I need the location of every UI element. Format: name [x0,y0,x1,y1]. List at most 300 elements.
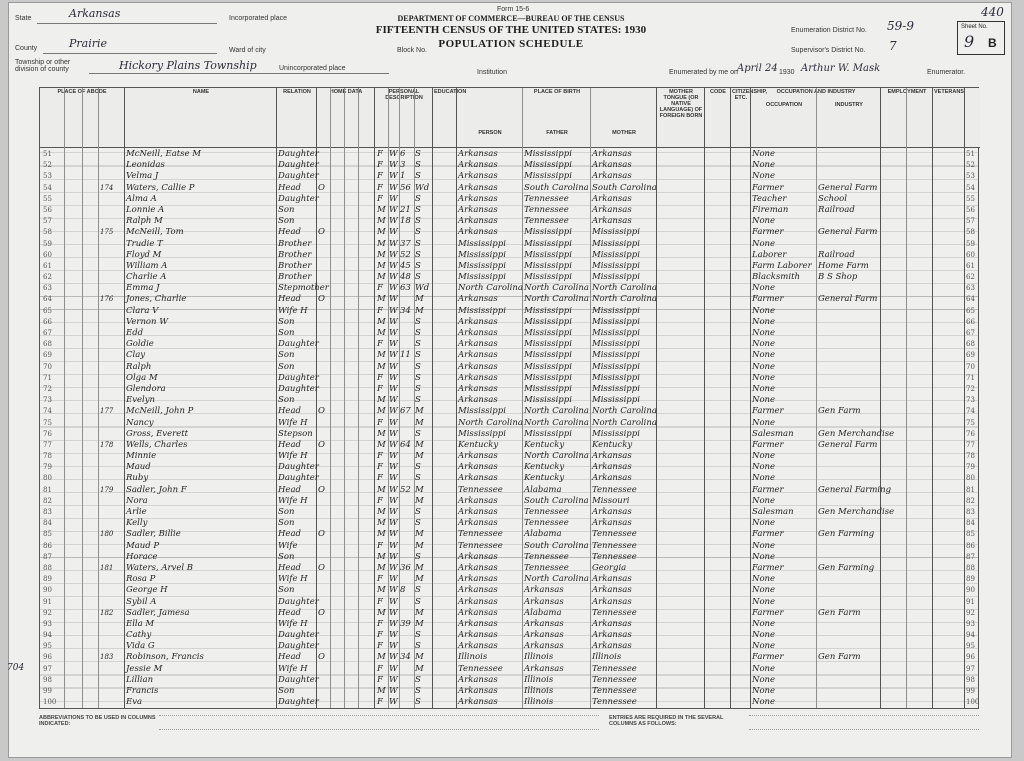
row-name: Sadler, John F [126,484,187,495]
row-relation: Daughter [278,697,319,708]
table-row [40,317,980,328]
row-birthplace-person: Arkansas [458,160,498,171]
row-birthplace-person: Mississippi [458,238,506,249]
row-relation: Stepson [278,428,313,439]
row-marital-status: S [415,350,421,361]
row-line-number-right: 97 [966,664,975,673]
row-name: Sybil A [126,596,157,607]
enumerator-label: Enumerator. [927,69,966,76]
row-race: W [389,395,398,406]
row-birthplace-father: Alabama [524,484,562,495]
row-sex: F [377,663,383,674]
row-occupation: None [752,574,776,585]
row-birthplace-father: Tennessee [524,193,569,204]
row-birthplace-mother: Tennessee [592,484,637,495]
row-line-number-right: 53 [966,172,975,181]
col-occupation: OCCUPATION [765,102,803,108]
row-age: 34 [400,305,411,316]
table-row [40,451,980,462]
row-race: W [389,193,398,204]
row-marital-status: S [415,507,421,517]
table-row [40,373,980,384]
row-relation: Son [278,316,295,327]
table-row [40,362,980,373]
row-age: 37 [400,238,411,249]
row-birthplace-father: Mississippi [524,171,572,182]
row-line-number: 82 [43,496,52,505]
row-age: 6 [400,149,406,159]
row-birthplace-mother: North Carolina [592,283,657,294]
row-occupation: None [752,383,776,394]
row-industry: Gen Farm [818,652,861,663]
row-line-number-right: 71 [966,373,975,382]
table-row [40,552,980,563]
row-race: W [389,518,398,529]
row-name: Lillian [126,674,154,685]
row-birthplace-person: Arkansas [458,686,498,696]
row-sex: M [377,294,386,305]
row-sex: F [377,473,383,484]
row-birthplace-father: Mississippi [524,316,572,327]
row-name: Floyd M [126,249,162,260]
row-race: W [389,428,398,439]
supervisor-district-value: 7 [889,39,897,53]
row-birthplace-mother: Mississippi [592,238,640,249]
row-line-number-right: 52 [966,161,975,170]
row-marital-status: S [415,339,421,350]
row-birthplace-mother: Missouri [592,495,630,506]
row-birthplace-mother: Arkansas [592,216,632,227]
row-birthplace-father: Arkansas [524,630,564,641]
row-occupation: Farmer [752,439,784,450]
row-birthplace-mother: Mississippi [592,350,640,361]
row-birthplace-person: Arkansas [458,361,498,372]
row-birthplace-person: Arkansas [458,630,498,641]
row-line-number-right: 57 [966,217,975,226]
row-occupation: Farmer [752,484,784,495]
row-marital-status: M [415,663,424,674]
row-line-number: 76 [43,429,52,438]
row-race: W [389,328,398,338]
row-marital-status: S [415,216,421,227]
row-marital-status: S [415,428,421,439]
row-relation: Son [278,585,295,596]
row-birthplace-father: Tennessee [524,204,569,215]
row-marital-status: S [415,697,421,708]
row-birthplace-mother: Mississippi [592,249,640,260]
col-personal-description: PERSONAL DESCRIPTION [385,89,423,101]
row-birthplace-father: Mississippi [524,428,572,439]
row-line-number: 81 [43,485,52,494]
row-line-number: 99 [43,687,52,695]
row-birthplace-person: Arkansas [458,641,498,652]
row-age: 48 [400,272,411,283]
row-occupation: None [752,663,776,674]
row-race: W [389,238,398,249]
table-row [40,171,980,182]
row-sex: F [377,182,383,193]
row-birthplace-mother: Tennessee [592,607,637,618]
row-relation: Head [278,227,301,238]
row-line-number: 84 [43,519,52,528]
row-tenure: O [318,439,325,450]
row-birthplace-father: Mississippi [524,395,572,406]
row-tenure: O [318,182,325,193]
row-name: Wells, Charles [126,439,188,450]
row-line-number-right: 68 [966,340,975,349]
row-occupation: None [752,395,776,406]
row-sex: F [377,674,383,685]
row-birthplace-mother: Arkansas [592,160,632,171]
row-relation: Son [278,350,295,361]
row-line-number-right: 89 [966,575,975,584]
col-education: EDUCATION [434,89,467,95]
row-birthplace-person: Arkansas [458,149,498,159]
row-sex: F [377,149,383,159]
row-sex: F [377,596,383,607]
row-sex: F [377,641,383,652]
row-sex: M [377,216,386,227]
population-table [39,87,979,709]
row-name: Jones, Charlie [126,294,187,305]
row-marital-status: Wd [415,182,430,193]
col-mother-tongue: MOTHER TONGUE (OR NATIVE LANGUAGE) OF FOREIGN BORN [659,89,703,119]
row-line-number: 70 [43,362,52,371]
row-birthplace-person: Arkansas [458,216,498,227]
row-birthplace-father: North Carolina [524,294,589,305]
row-age: 67 [400,406,411,417]
row-relation: Son [278,507,295,517]
row-marital-status: M [415,417,424,428]
row-race: W [389,149,398,159]
row-birthplace-mother: Arkansas [592,149,632,159]
row-birthplace-mother: South Carolina [592,182,657,193]
row-industry: Gen Farm [818,607,861,618]
row-race: W [389,350,398,361]
row-relation: Daughter [278,372,319,383]
row-line-number-right: 85 [966,530,975,539]
row-birthplace-father: Tennessee [524,216,569,227]
row-line-number-right: 63 [966,284,975,293]
row-birthplace-person: Arkansas [458,551,498,562]
row-birthplace-father: Kentucky [524,462,565,473]
row-relation: Son [278,686,295,696]
row-line-number: 61 [43,261,52,270]
table-body [40,149,980,708]
row-birthplace-father: Mississippi [524,361,572,372]
row-line-number: 87 [43,552,52,561]
row-name: Waters, Callie P [126,182,195,193]
row-birthplace-father: Alabama [524,529,562,540]
row-birthplace-mother: Mississippi [592,428,640,439]
row-relation: Brother [278,249,312,260]
row-relation: Son [278,518,295,529]
col-occupation-industry: OCCUPATION AND INDUSTRY [776,89,856,95]
row-tenure: O [318,529,325,540]
row-race: W [389,495,398,506]
row-age: 39 [400,618,411,629]
row-birthplace-mother: Kentucky [592,439,633,450]
row-sex: F [377,193,383,204]
row-line-number-right: 78 [966,452,975,461]
row-birthplace-mother: North Carolina [592,294,657,305]
row-line-number-right: 81 [966,485,975,494]
row-sex: F [377,451,383,462]
row-name: Nancy [126,417,154,428]
row-line-number-right: 90 [966,586,975,595]
row-line-number-right: 91 [966,597,975,606]
row-line-number-right: 83 [966,508,975,516]
table-row [40,250,980,261]
sheet-label: Sheet No. [961,24,988,30]
row-birthplace-mother: Georgia [592,562,627,573]
row-birthplace-father: Alabama [524,607,562,618]
row-industry: General Farm [818,182,878,193]
row-birthplace-person: Arkansas [458,697,498,708]
row-line-number: 86 [43,541,52,550]
row-line-number: 89 [43,575,52,584]
row-birthplace-father: Mississippi [524,260,572,271]
row-name: Lonnie A [126,204,165,215]
row-birthplace-mother: Mississippi [592,395,640,406]
row-occupation: None [752,596,776,607]
row-race: W [389,630,398,641]
row-birthplace-person: Arkansas [458,372,498,383]
row-name: George H [126,585,168,596]
row-marital-status: M [415,540,424,551]
row-sex: F [377,283,383,294]
row-occupation: None [752,495,776,506]
table-row [40,384,980,395]
row-race: W [389,316,398,327]
row-occupation: None [752,372,776,383]
row-birthplace-father: North Carolina [524,451,589,462]
row-line-number: 94 [43,631,52,640]
row-age: 8 [400,585,406,596]
row-name: Jessie M [126,663,163,674]
row-tenure: O [318,607,325,618]
row-birthplace-mother: Arkansas [592,171,632,182]
row-birthplace-person: Arkansas [458,518,498,529]
row-race: W [389,439,398,450]
row-race: W [389,294,398,305]
row-race: W [389,160,398,171]
row-name: Sadler, Jamesa [126,607,190,618]
row-industry: Home Farm [818,260,869,271]
table-row [40,194,980,205]
ward-label: Ward of city [229,47,266,54]
row-race: W [389,507,398,517]
row-line-number: 80 [43,474,52,483]
row-relation: Son [278,395,295,406]
row-birthplace-father: South Carolina [524,495,589,506]
row-relation: Wife H [278,618,308,629]
row-line-number-right: 100 [966,698,980,707]
row-line-number-right: 82 [966,496,975,505]
row-sex: F [377,495,383,506]
row-marital-status: S [415,227,421,238]
row-birthplace-mother: Tennessee [592,686,637,696]
row-birthplace-father: Tennessee [524,562,569,573]
row-line-number-right: 74 [966,407,975,416]
row-tenure: O [318,484,325,495]
row-line-number: 72 [43,384,52,393]
table-row [40,328,980,339]
row-race: W [389,697,398,708]
row-relation: Wife [278,540,298,551]
row-name: William A [126,260,168,271]
row-birthplace-father: North Carolina [524,417,589,428]
table-row [40,395,980,406]
row-line-number: 92 [43,608,52,617]
row-birthplace-father: Mississippi [524,272,572,283]
row-race: W [389,585,398,596]
row-line-number-right: 72 [966,384,975,393]
table-row [40,406,980,417]
row-marital-status: M [415,618,424,629]
row-race: W [389,372,398,383]
row-birthplace-mother: Arkansas [592,596,632,607]
row-occupation: Teacher [752,193,787,204]
row-sex: M [377,686,386,696]
row-line-number: 54 [43,183,52,192]
row-relation: Son [278,361,295,372]
table-row [40,462,980,473]
row-occupation: None [752,316,776,327]
table-row [40,294,980,305]
row-birthplace-mother: Tennessee [592,663,637,674]
row-relation: Daughter [278,149,319,159]
row-relation: Head [278,439,301,450]
row-birthplace-father: Illinois [524,652,554,663]
row-birthplace-person: Arkansas [458,204,498,215]
row-dwelling-number: 178 [100,440,114,449]
row-line-number: 64 [43,295,52,304]
row-name: McNeill, Tom [126,227,184,238]
row-relation: Son [278,204,295,215]
row-birthplace-mother: Mississippi [592,328,640,338]
row-birthplace-person: Arkansas [458,227,498,238]
row-marital-status: S [415,171,421,182]
row-line-number: 95 [43,642,52,651]
row-race: W [389,473,398,484]
row-birthplace-father: Mississippi [524,305,572,316]
row-birthplace-person: North Carolina [458,417,523,428]
row-occupation: Farmer [752,227,784,238]
row-sex: M [377,428,386,439]
row-marital-status: M [415,562,424,573]
table-row [40,429,980,440]
row-birthplace-mother: Mississippi [592,339,640,350]
row-age: 63 [400,283,411,294]
row-birthplace-mother: Tennessee [592,529,637,540]
row-line-number-right: 66 [966,317,975,326]
row-occupation: None [752,160,776,171]
enumeration-district-label: Enumeration District No. [791,27,867,34]
row-line-number-right: 87 [966,552,975,561]
row-marital-status: S [415,361,421,372]
row-occupation: None [752,339,776,350]
row-birthplace-father: Illinois [524,686,554,696]
col-birth-father: FATHER [546,130,568,136]
row-name: Ralph [126,361,152,372]
row-line-number-right: 95 [966,642,975,651]
row-birthplace-mother: North Carolina [592,406,657,417]
row-birthplace-person: Arkansas [458,596,498,607]
state-value: Arkansas [69,7,121,20]
row-line-number-right: 93 [966,619,975,628]
row-birthplace-father: Mississippi [524,227,572,238]
row-birthplace-person: Arkansas [458,473,498,484]
row-race: W [389,574,398,585]
row-dwelling-number: 179 [100,485,114,494]
row-birthplace-mother: Arkansas [592,585,632,596]
table-row [40,239,980,250]
col-home-data: HOME DATA [329,89,363,95]
row-industry: Gen Farming [818,562,875,573]
row-birthplace-father: Illinois [524,697,554,708]
row-line-number: 66 [43,317,52,326]
row-marital-status: S [415,383,421,394]
row-industry: Gen Farming [818,529,875,540]
row-tenure: O [318,227,325,238]
row-name: Vernon W [126,316,168,327]
table-row [40,652,980,663]
row-occupation: None [752,171,776,182]
row-relation: Head [278,562,301,573]
row-marital-status: S [415,238,421,249]
row-occupation: None [752,283,776,294]
table-row [40,496,980,507]
row-industry: General Farm [818,439,878,450]
row-occupation: None [752,540,776,551]
row-name: Clay [126,350,146,361]
row-occupation: None [752,305,776,316]
row-race: W [389,417,398,428]
row-birthplace-person: Illinois [458,652,488,663]
table-row [40,664,980,675]
row-birthplace-father: South Carolina [524,540,589,551]
row-birthplace-father: North Carolina [524,283,589,294]
row-birthplace-person: Mississippi [458,406,506,417]
row-occupation: Blacksmith [752,272,800,283]
row-line-number-right: 60 [966,250,975,259]
row-name: Robinson, Francis [126,652,204,663]
row-sex: F [377,305,383,316]
row-birthplace-mother: Mississippi [592,316,640,327]
row-occupation: None [752,417,776,428]
table-row [40,630,980,641]
row-marital-status: M [415,305,424,316]
row-race: W [389,607,398,618]
row-race: W [389,540,398,551]
row-occupation: None [752,630,776,641]
row-marital-status: S [415,316,421,327]
row-occupation: None [752,149,776,159]
row-sex: M [377,607,386,618]
row-marital-status: S [415,630,421,641]
row-birthplace-father: Mississippi [524,339,572,350]
row-birthplace-person: North Carolina [458,283,523,294]
row-line-number-right: 79 [966,463,975,472]
incorporated-label: Incorporated place [229,15,287,22]
row-age: 36 [400,562,411,573]
census-sheet [8,2,1012,758]
row-marital-status: S [415,596,421,607]
row-birthplace-person: Mississippi [458,305,506,316]
col-veterans: VETERANS [934,89,964,95]
row-race: W [389,283,398,294]
